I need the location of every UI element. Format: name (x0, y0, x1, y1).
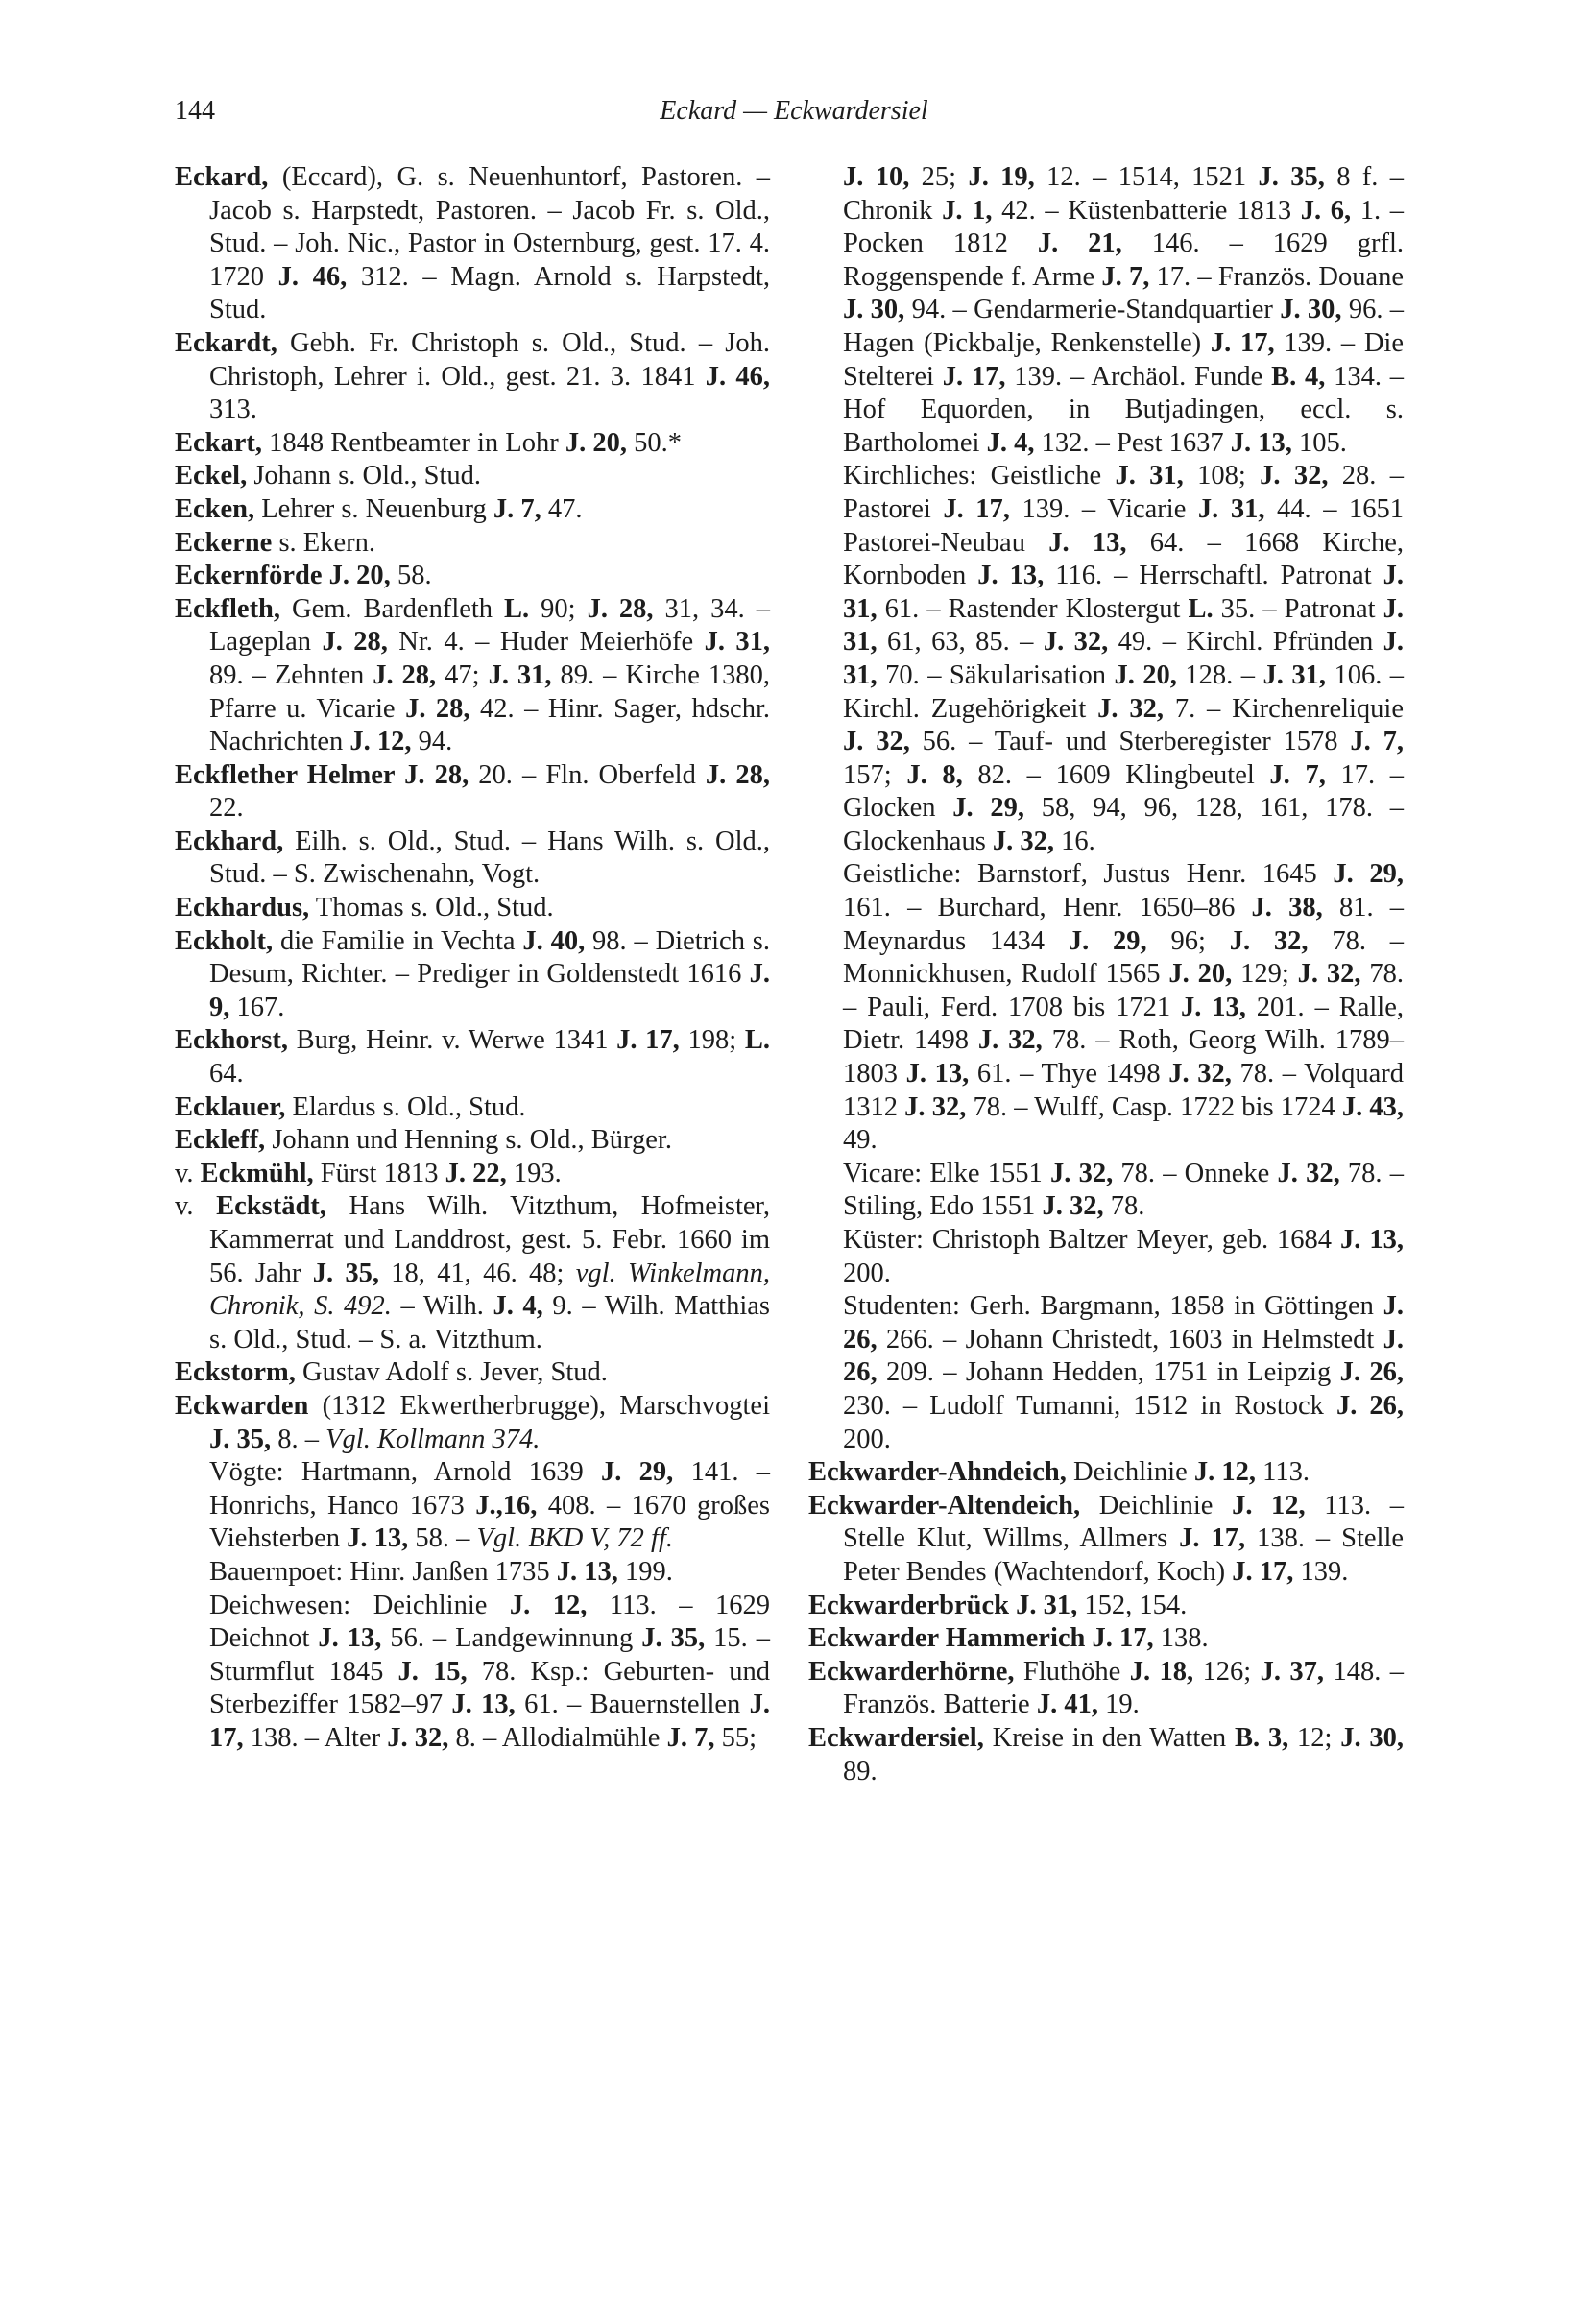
index-entry (175, 427, 770, 461)
entry-text: Küster: Christoph Baltzer Meyer, geb. 1684 (843, 1225, 1341, 1255)
headword: Eckfleth, (175, 593, 281, 624)
reference: J. 19, (968, 162, 1035, 192)
reference: J. 32, (1277, 1158, 1340, 1188)
index-entry (175, 1124, 770, 1158)
entry-text: 81. – Meynardus 1434 (843, 893, 1405, 956)
reference: J. 17, (209, 1689, 771, 1753)
entry-text: 78. – Onneke (1113, 1158, 1278, 1188)
reference: J. 29, (952, 793, 1025, 824)
entry-text: Geistliche: Barnstorf, Justus Henr. 1645 (843, 859, 1334, 890)
entry-text: Kirchliches: Geistliche (843, 461, 1116, 491)
entry-text: 9. – Wilh. Matthias s. Old., Stud. – S. a. Vitzthum. (209, 1291, 770, 1354)
entry-text: 89. – Kirche 1380, Pfarre u. Vicarie (209, 659, 771, 724)
entry-text: 266. – Johann Christedt, 1603 in Helmstedt (877, 1324, 1383, 1354)
entry-text: 96. – Hagen (Pickbalje, Renkenstelle) (843, 295, 1405, 358)
entry-text: 56. – Tauf- und Sterberegister 1578 (909, 727, 1351, 757)
entry-text: 19. (1097, 1689, 1140, 1720)
index-entry (175, 1190, 770, 1356)
headword: Eckwarder-Ahndeich, (808, 1457, 1067, 1488)
entry-text: 408. – 1670 großes Viehsterben (209, 1490, 770, 1554)
entry-text: 15. – Sturmflut 1845 (209, 1623, 770, 1687)
reference: L. (744, 1025, 770, 1056)
index-entry (808, 1590, 1404, 1623)
entry-text: 200. (843, 1258, 891, 1288)
reference: J. 28, (405, 693, 470, 724)
entry-text: 17. – Französ. Douane (1149, 261, 1405, 292)
reference: Eckmühl, (200, 1158, 314, 1188)
entry-text: Kreise in den Watten (983, 1722, 1235, 1753)
entry-text: Gebh. Fr. Christoph s. Old., Stud. – Joh. Christoph, Lehrer i. Old., gest. 21. 3. 1841 (209, 327, 770, 392)
entry-text: 198; (679, 1025, 745, 1056)
entry-text: 139. – Vicarie (1009, 493, 1198, 524)
reference: J. 12, (349, 727, 412, 757)
entry-text: (Eccard), G. s. Neuenhuntorf, Pastoren. – Jacob s. Harpstedt, Pastoren. – Jacob Fr. s. Old., Stud. – Joh. Nic., Pastor in Osternburg, gest. 17. 4. 1720 (209, 162, 770, 292)
page-header (175, 92, 1413, 131)
right-column (808, 161, 1404, 1788)
entry-text: Hans Wilh. Vitzthum, Hofmeister, Kammerrat und Landdrost, gest. 5. Febr. 1660 im 56. Jahr (209, 1191, 770, 1288)
reference: J. 31, (1115, 461, 1184, 491)
reference: J. 31, (1197, 493, 1265, 524)
index-subentry (175, 1556, 770, 1590)
reference: J. 41, (1036, 1689, 1098, 1720)
reference: J. 12, (1193, 1457, 1256, 1488)
reference: B. 4, (1271, 361, 1326, 392)
entry-text: 126; (1193, 1656, 1261, 1687)
entry-text: 49. – Kirchl. Pfründen (1108, 627, 1383, 658)
citation: Vgl. Kollmann 374. (325, 1424, 541, 1454)
reference: J. 7, (1350, 727, 1404, 757)
entry-text: 128. – (1176, 659, 1263, 690)
reference: J. 31, (843, 561, 1404, 624)
reference: J. 31, (843, 627, 1405, 690)
entry-text: Vicare: Elke 1551 (843, 1158, 1050, 1188)
reference: J. 30, (1340, 1722, 1404, 1753)
reference: J. 13, (318, 1623, 382, 1654)
index-entry (175, 527, 770, 561)
reference: J. 32, (843, 727, 910, 757)
reference: J. 26, (843, 1291, 1404, 1354)
reference: J. 17, (1232, 1556, 1294, 1587)
entry-text: 134. – Hof Equorden, in Butjadingen, eccl. s. Bartholomei (843, 361, 1405, 458)
entry-text: s. Ekern. (272, 527, 375, 558)
entry-text: 25; (909, 162, 969, 192)
reference: L. (504, 593, 530, 624)
entry-text: 22. (209, 793, 244, 824)
entry-text: 64. (209, 1059, 244, 1090)
reference: J. 35, (209, 1424, 272, 1454)
entry-text: 12. – 1514, 1521 (1034, 162, 1259, 192)
index-entry (808, 1722, 1404, 1788)
entry-text: 200. (843, 1424, 891, 1454)
reference: J. 32, (992, 826, 1055, 856)
entry-text: 47; (436, 659, 489, 690)
headword: Eckflether Helmer J. 28, (175, 759, 469, 790)
reference: J. 46, (277, 261, 348, 292)
reference: J. 29, (1068, 925, 1147, 956)
index-entry (175, 892, 770, 925)
index-subentry (808, 161, 1404, 460)
index-entry (175, 1158, 770, 1191)
index-subentry (808, 1224, 1404, 1290)
entry-text: 64. – 1668 Kirche, Kornboden (843, 527, 1404, 591)
entry-text: 116. – Herrschaftl. Patronat (1044, 561, 1383, 591)
index-entry (175, 1356, 770, 1390)
entry-text: 146. – 1629 grfl. Roggenspende f. Arme (843, 228, 1405, 292)
reference: J. 32, (387, 1722, 449, 1753)
headword: Eckard, (175, 162, 269, 192)
entry-text: 90; (529, 593, 588, 624)
entry-text: 44. – 1651 Pastorei-Neubau (843, 493, 1405, 558)
entry-text: Fürst 1813 (313, 1158, 445, 1188)
reference: J. 17, (942, 361, 1006, 392)
entry-text: v. (175, 1158, 201, 1188)
reference: J. 17, (1210, 327, 1275, 358)
reference: J. 31, (488, 659, 552, 690)
reference: J. 7, (493, 493, 541, 524)
entry-text: 161. – Burchard, Henr. 1650–86 (843, 893, 1252, 923)
entry-text: 138. – Alter (243, 1722, 388, 1753)
headword: Eckstorm, (175, 1357, 296, 1388)
reference: J. 18, (1129, 1656, 1194, 1687)
entry-text: Vögte: Hartmann, Arnold 1639 (209, 1457, 601, 1488)
headword: Eckhorst, (175, 1025, 288, 1056)
headword: Eckleff, (175, 1125, 266, 1156)
reference: J. 31, (843, 593, 1404, 658)
entry-text: 129; (1232, 959, 1298, 990)
entry-text: 199. (617, 1556, 673, 1587)
entry-text: die Familie in Vechta (273, 925, 523, 956)
reference: J. 7, (666, 1722, 715, 1753)
entry-text: (1312 Ekwertherbrugge), Marschvogtei (308, 1390, 770, 1421)
reference: J. 32, (1168, 1059, 1232, 1090)
reference: J. 9, (209, 959, 770, 1022)
reference: J.,16, (475, 1490, 538, 1521)
reference: J. 35, (312, 1258, 379, 1288)
entry-text: 139. – Archäol. Funde (1005, 361, 1272, 392)
index-entry (175, 1091, 770, 1125)
reference: J. 13, (977, 561, 1045, 591)
entry-text: 42. – Küstenbatterie 1813 (992, 195, 1301, 226)
entry-text: Bauernpoet: Hinr. Janßen 1735 (209, 1556, 557, 1587)
entry-text: 7. – Kirchenreliquie (1163, 693, 1404, 724)
index-entry (808, 1622, 1404, 1656)
index-entry (808, 1656, 1404, 1722)
headword: Eckhard, (175, 826, 284, 856)
entry-text: 58. – (408, 1523, 477, 1554)
reference: Eckstädt, (216, 1191, 326, 1222)
entry-text: 138. (1153, 1623, 1209, 1654)
index-subentry (175, 1590, 770, 1756)
entry-text: 1. – Pocken 1812 (843, 195, 1405, 259)
reference: J. 12, (509, 1590, 588, 1620)
entry-text: 209. – Johann Hedden, 1751 in Leipzig (877, 1357, 1340, 1388)
reference: J. 32, (1229, 925, 1309, 956)
entry-text: 31, 34. – Lageplan (209, 593, 771, 658)
reference: J. 13, (451, 1689, 516, 1720)
entry-text: 55; (714, 1722, 757, 1753)
entry-text: 105. (1291, 427, 1347, 458)
index-entry (808, 1456, 1404, 1490)
reference: J. 32, (1097, 693, 1164, 724)
running-title: Eckard — Eckwardersiel (660, 96, 928, 126)
entry-text: 96; (1146, 925, 1230, 956)
headword: Eckernförde J. 20, (175, 561, 391, 591)
reference: J. 32, (977, 1025, 1043, 1056)
headword: Eckwarderhörne, (808, 1656, 1015, 1687)
entry-text: 49. (843, 1125, 878, 1156)
reference: J. 17, (616, 1025, 680, 1056)
reference: J. 20, (565, 427, 627, 458)
reference: J. 32, (1042, 1191, 1104, 1222)
reference: J. 28, (705, 759, 770, 790)
reference: J. 32, (1049, 1158, 1114, 1188)
entry-text: 167. (229, 992, 285, 1022)
index-entry (175, 327, 770, 427)
reference: J. 30, (1280, 295, 1342, 325)
entry-text: 201. – Ralle, Dietr. 1498 (843, 992, 1405, 1056)
citation: Vgl. BKD V, 72 ff. (476, 1523, 674, 1554)
entry-text: 78. Ksp.: Geburten- und Sterbeziffer 1582–97 (209, 1656, 771, 1720)
index-entry (175, 1024, 770, 1090)
entry-text: 8 f. – Chronik (843, 162, 1405, 226)
entry-text: 61. – Thye 1498 (969, 1059, 1169, 1090)
entry-text: 35. – Patronat (1213, 593, 1383, 624)
reference: J. 8, (906, 759, 963, 790)
index-subentry (808, 1158, 1404, 1224)
reference: J. 13, (1230, 427, 1292, 458)
reference: J. 1, (942, 195, 993, 226)
headword: Eckhardus, (175, 893, 310, 923)
reference: J. 28, (587, 593, 654, 624)
index-entry (175, 593, 770, 759)
reference: J. 12, (1232, 1490, 1306, 1521)
headword: Eckwarder-Altendeich, (808, 1490, 1081, 1521)
index-entry (175, 460, 770, 493)
entry-text: 113. – Stelle Klut, Willms, Allmers (843, 1490, 1404, 1554)
reference: J. 17, (1179, 1523, 1246, 1554)
citation: vgl. Winkelmann, Chronik, S. 492. (209, 1258, 771, 1322)
entry-text: Elardus s. Old., Stud. (285, 1091, 526, 1122)
reference: J. 32, (1043, 627, 1109, 658)
reference: J. 35, (1258, 162, 1325, 192)
index-subentry (808, 1290, 1404, 1456)
entry-text: 16. (1054, 826, 1095, 856)
entry-text: 313. (209, 395, 257, 425)
index-entry (175, 759, 770, 826)
entry-text: 157; (843, 759, 907, 790)
entry-text: 8. – (271, 1424, 326, 1454)
entry-text: Deichlinie (1080, 1490, 1233, 1521)
index-entry (175, 826, 770, 892)
entry-text: 47. (541, 493, 583, 524)
reference: J. 31, (1262, 659, 1326, 690)
entry-text: 61. – Bauernstellen (515, 1689, 750, 1720)
headword: Eckwarden (175, 1390, 309, 1421)
entry-text: 113. (1256, 1457, 1310, 1488)
entry-text: Deichlinie (1066, 1457, 1194, 1488)
entry-text: 70. – Säkularisation (877, 659, 1115, 690)
entry-text: 61. – Rastender Klostergut (877, 593, 1189, 624)
entry-text: v. (175, 1191, 217, 1222)
entry-text: 113. – 1629 Deichnot (209, 1590, 770, 1654)
entry-text: Thomas s. Old., Stud. (309, 893, 554, 923)
reference: J. 4, (493, 1291, 543, 1322)
entry-text: 89. – Zehnten (209, 659, 373, 690)
entry-text: 89. (843, 1756, 878, 1786)
reference: B. 3, (1234, 1722, 1289, 1753)
entry-text: 56. – Landgewinnung (381, 1623, 642, 1654)
entry-text: 78. – Roth, Georg Wilh. 1789–1803 (843, 1025, 1405, 1090)
reference: J. 43, (1341, 1091, 1405, 1122)
index-entry (175, 493, 770, 527)
reference: J. 30, (843, 295, 905, 325)
entry-text: Nr. 4. – Huder Meierhöfe (387, 627, 705, 658)
reference: J. 20, (1114, 659, 1177, 690)
entry-text: 139. – Die Stelterei (843, 327, 1404, 392)
entry-text: 108; (1183, 461, 1261, 491)
reference: J. 17, (943, 493, 1010, 524)
reference: J. 29, (1333, 859, 1404, 890)
entry-text: 28. – Pastorei (843, 461, 1404, 524)
reference: J. 22, (445, 1158, 507, 1188)
entry-text: 139. (1293, 1556, 1349, 1587)
reference: J. 4, (986, 427, 1035, 458)
reference: J. 13, (1048, 527, 1127, 558)
index-subentry (808, 460, 1404, 858)
reference: J. 7, (1269, 759, 1326, 790)
entry-text: Gem. Bardenfleth (280, 593, 505, 624)
entry-text: Lehrer s. Neuenburg (254, 493, 493, 524)
reference: J. 28, (322, 627, 388, 658)
left-column (175, 161, 770, 1756)
reference: J. 13, (1181, 992, 1246, 1022)
entry-text: Eilh. s. Old., Stud. – Hans Wilh. s. Old., Stud. – S. Zwischenahn, Vogt. (209, 826, 770, 890)
entry-text: 17. – Glocken (843, 759, 1405, 824)
entry-text: 58. (390, 561, 432, 591)
reference: L. (1188, 593, 1214, 624)
entry-text: 94. – Gendarmerie-Standquartier (904, 295, 1281, 325)
entry-text: 20. – Fln. Oberfeld (469, 759, 706, 790)
headword: Ecklauer, (175, 1091, 286, 1122)
reference: J. 13, (556, 1556, 618, 1587)
index-entry (808, 1490, 1404, 1590)
entry-text: 78. – Volquard 1312 (843, 1059, 1405, 1122)
entry-text: Fluthöhe (1014, 1656, 1130, 1687)
reference: J. 10, (843, 162, 910, 192)
entry-text: 312. – Magn. Arnold s. Harpstedt, Stud. (209, 261, 771, 325)
entry-text: Burg, Heinr. v. Werwe 1341 (287, 1025, 617, 1056)
reference: J. 28, (373, 659, 437, 690)
headword: Eckel, (175, 461, 248, 491)
entry-text: 94. (411, 727, 453, 757)
entry-text: 78. – Monnickhusen, Rudolf 1565 (843, 925, 1405, 990)
entry-text: 18, 41, 46. 48; (379, 1258, 576, 1288)
entry-text: Johann und Henning s. Old., Bürger. (265, 1125, 672, 1156)
reference: J. 26, (1339, 1357, 1405, 1388)
entry-text: 141. – Honrichs, Hanco 1673 (209, 1457, 771, 1521)
entry-text: 78. (1103, 1191, 1145, 1222)
entry-text: 152, 154. (1077, 1590, 1188, 1620)
index-entry (175, 925, 770, 1025)
reference: J. 6, (1300, 195, 1352, 226)
headword: Eckholt, (175, 925, 274, 956)
headword: Eckwardersiel, (808, 1722, 984, 1753)
reference: J. 21, (1037, 228, 1122, 259)
entry-text: Deichwesen: Deichlinie (209, 1590, 510, 1620)
entry-text: 12; (1288, 1722, 1341, 1753)
reference: J. 20, (1168, 959, 1233, 990)
index-entry (175, 560, 770, 593)
entry-text: Studenten: Gerh. Bargmann, 1858 in Göttingen (843, 1291, 1383, 1322)
entry-text: – Wilh. (391, 1291, 493, 1322)
reference: J. 32, (1297, 959, 1361, 990)
reference: J. 37, (1260, 1656, 1325, 1687)
reference: J. 13, (1340, 1225, 1404, 1255)
entry-text: 78. – Pauli, Ferd. 1708 bis 1721 (843, 959, 1404, 1022)
entry-text: 58, 94, 96, 128, 161, 178. – Glockenhaus (843, 793, 1404, 856)
reference: J. 32, (1260, 461, 1329, 491)
index-entry (175, 161, 770, 327)
headword: Eckwarderbrück J. 31, (808, 1590, 1078, 1620)
headword: Eckerne (175, 527, 273, 558)
entry-text: 106. – Kirchl. Zugehörigkeit (843, 659, 1405, 724)
reference: J. 15, (397, 1656, 468, 1687)
reference: J. 13, (347, 1523, 409, 1554)
entry-text: 138. – Stelle Peter Bendes (Wachtendorf, Koch) (843, 1523, 1405, 1587)
reference: J. 38, (1251, 893, 1323, 923)
entry-text: 148. – Französ. Batterie (843, 1656, 1405, 1720)
reference: J. 29, (601, 1457, 674, 1488)
entry-text: 82. – 1609 Klingbeutel (962, 759, 1270, 790)
headword: Eckardt, (175, 327, 277, 358)
entry-text: 132. – Pest 1637 (1034, 427, 1231, 458)
reference: J. 46, (705, 361, 771, 392)
reference: J. 40, (522, 925, 586, 956)
reference: J. 26, (843, 1324, 1404, 1388)
entry-text: 193. (506, 1158, 562, 1188)
entry-text: Gustav Adolf s. Jever, Stud. (295, 1357, 608, 1388)
entry-text: 78. – Wulff, Casp. 1722 bis 1724 (966, 1091, 1342, 1122)
entry-text: Johann s. Old., Stud. (247, 461, 482, 491)
entry-text: 42. – Hinr. Sager, hdschr. Nachrichten (209, 693, 771, 757)
reference: J. 31, (704, 627, 770, 658)
headword: Ecken, (175, 493, 255, 524)
reference: J. 26, (1335, 1390, 1404, 1421)
entry-text: 8. – Allodialmühle (448, 1722, 667, 1753)
reference: J. 32, (904, 1091, 967, 1122)
entry-text: 78. – Stiling, Edo 1551 (843, 1158, 1404, 1222)
page-number: 144 (175, 96, 215, 126)
index-subentry (808, 858, 1404, 1157)
entry-text: 1848 Rentbeamter in Lohr (262, 427, 565, 458)
entry-text: 98. – Dietrich s. Desum, Richter. – Prediger in Goldenstedt 1616 (209, 925, 770, 990)
entry-text: 50.* (626, 427, 682, 458)
reference: J. 13, (905, 1059, 970, 1090)
entry-text: 61, 63, 85. – (877, 627, 1044, 658)
headword: Eckwarder Hammerich J. 17, (808, 1623, 1154, 1654)
index-entry (175, 1390, 770, 1456)
reference: J. 7, (1101, 261, 1150, 292)
reference: J. 35, (641, 1623, 706, 1654)
entry-text: 230. – Ludolf Tumanni, 1512 in Rostock (843, 1390, 1336, 1421)
index-subentry (175, 1456, 770, 1556)
headword: Eckart, (175, 427, 263, 458)
